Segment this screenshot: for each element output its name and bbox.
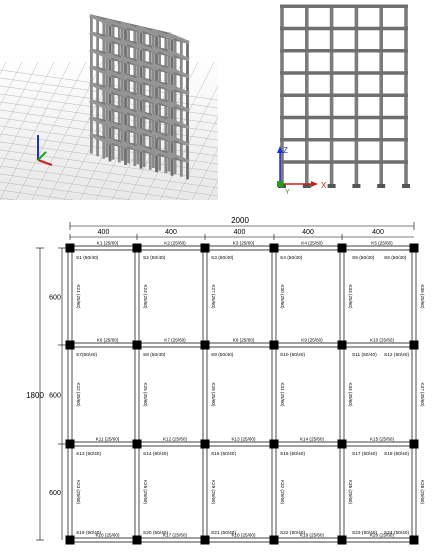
- beam-label-x: K15 (25/60): [369, 436, 395, 442]
- beam-label-x: K13 (25/60): [231, 436, 256, 442]
- axis-x-label: X: [321, 181, 327, 190]
- beam-label-y: K38 (25/60): [420, 479, 425, 505]
- total-width-dimension: 2000: [231, 216, 249, 225]
- slab-label: S21 (50/40): [211, 531, 237, 536]
- beam-label-x: K1 (25/60): [96, 240, 119, 246]
- slab-label: S17 (50/40): [352, 452, 378, 457]
- beam-label-x: K16 (25/60): [95, 532, 120, 538]
- beam-label-x: K4 (25/60): [301, 240, 323, 246]
- elevation-frame: [278, 5, 410, 189]
- slab-label: S22 (50/40): [280, 531, 306, 536]
- floor-plan: [0, 212, 437, 550]
- beam-label-y: K27 (25/60): [211, 284, 216, 309]
- column: [338, 341, 347, 350]
- column: [338, 440, 347, 449]
- beam-label-y: K33 (25/60): [348, 284, 353, 309]
- beam-label-y: K36 (25/60): [420, 284, 425, 309]
- slab-label: S16 (50/40): [280, 452, 306, 457]
- beam-label-x: K8 (25/60): [232, 337, 255, 343]
- beam-label-y: K29 (25/60): [211, 479, 216, 505]
- 3d-model-view: [0, 0, 218, 200]
- slab-label: S9 (50/40): [211, 353, 234, 358]
- column: [133, 536, 142, 545]
- slab-label: S20 (50/40): [143, 531, 169, 536]
- beam-label-x: K19 (25/60): [299, 532, 325, 538]
- column: [270, 341, 279, 350]
- beam-label-x: K3 (25/60): [232, 240, 255, 246]
- slab-label: S4 (50/40): [280, 256, 303, 261]
- column: [410, 341, 419, 350]
- plan-beams: [68, 246, 416, 542]
- total-height-dimension: 1800: [26, 391, 44, 400]
- slab-label: S1 (50/40): [76, 256, 99, 261]
- axis-z-label: Z: [283, 146, 288, 155]
- slab-label: S8 (50/40): [143, 353, 166, 358]
- beam-label-y: K31 (25/60): [280, 382, 285, 407]
- beam-label-y: K25 (25/60): [143, 382, 148, 407]
- elevation-view: [264, 0, 414, 200]
- bay-width-dimension: 400: [302, 229, 314, 236]
- slab-label: S6 (50/40): [384, 256, 407, 261]
- column: [133, 244, 142, 253]
- column: [338, 244, 347, 253]
- 3d-model-drawing: [0, 0, 218, 200]
- plan-labels: [76, 241, 425, 538]
- slab-label: S7(50/40): [76, 353, 98, 358]
- beam-label-x: K2 (25/60): [164, 240, 186, 246]
- beam-label-y: K24 (25/60): [143, 284, 148, 309]
- column: [270, 440, 279, 449]
- column: [201, 244, 210, 253]
- bay-width-dimension: 400: [372, 229, 384, 236]
- beam-label-y: K28 (25/60): [211, 382, 216, 407]
- slab-label: S18 (50/40): [384, 452, 410, 457]
- column: [201, 536, 210, 545]
- beam-label-y: K35 (25/60): [348, 479, 353, 505]
- column: [338, 536, 347, 545]
- dimension-lines: [36, 222, 414, 540]
- column: [133, 440, 142, 449]
- beam-label-x: K14 (25/60): [299, 436, 325, 442]
- slab-label: S24 (50/40): [384, 531, 410, 536]
- beam-label-x: K12 (25/60): [162, 436, 188, 442]
- beam-label-y: K34 (25/60): [348, 382, 353, 407]
- beam-label-x: K10 (25/60): [369, 337, 395, 343]
- bay-width-dimension: 400: [233, 229, 246, 236]
- beam-label-x: K17 (25/60): [162, 532, 188, 538]
- column: [133, 341, 142, 350]
- plan-columns: [66, 244, 419, 545]
- column: [410, 244, 419, 253]
- axis-y-label: Y: [285, 189, 290, 196]
- column: [410, 536, 419, 545]
- column: [201, 341, 210, 350]
- beam-label-x: K7 (25/60): [164, 337, 186, 343]
- beam-label-x: K18 (25/60): [231, 532, 256, 538]
- bay-height-dimension: 600: [49, 392, 61, 400]
- slab-label: S23 (50/40): [352, 531, 378, 536]
- column: [66, 244, 75, 253]
- beam-label-x: K5 (25/60): [371, 240, 393, 246]
- slab-label: S10 (50/40): [280, 353, 306, 358]
- slab-label: S14 (50/40): [143, 452, 169, 457]
- floor-plan-drawing: [0, 212, 437, 550]
- slab-label: S3 (50/40): [211, 256, 234, 261]
- slab-label: S19 (50/40): [76, 531, 102, 536]
- elevation-drawing: [264, 0, 414, 200]
- slab-label: S5 (50/40): [352, 256, 375, 261]
- slab-label: S11 (50/40): [352, 353, 377, 358]
- beam-label-x: K20 (25/60): [369, 532, 395, 538]
- beam-label-y: K30 (25/60): [280, 284, 285, 309]
- slab-label: S2 (50/40): [143, 256, 166, 261]
- beam-label-y: K32 (25/60): [280, 479, 285, 505]
- column: [201, 440, 210, 449]
- column: [270, 244, 279, 253]
- column: [410, 440, 419, 449]
- bay-height-dimension: 600: [49, 490, 61, 497]
- bay-width-dimension: 400: [97, 229, 110, 236]
- beam-label-y: K37 (25/60): [420, 382, 425, 407]
- beam-label-x: K6 (25/60): [96, 337, 119, 343]
- column: [66, 440, 75, 449]
- slab-label: S12 (50/40): [384, 353, 410, 358]
- column: [66, 341, 75, 350]
- slab-label: S13 (50/40): [76, 452, 102, 457]
- bay-width-dimension: 400: [165, 229, 177, 236]
- slab-label: S15 (50/40): [211, 452, 237, 457]
- beam-label-y: K26 (25/60): [143, 479, 148, 505]
- beam-label-y: K22 (25/60): [76, 382, 81, 407]
- elevation-axis-triad: [277, 146, 327, 196]
- column: [270, 536, 279, 545]
- column: [66, 536, 75, 545]
- beam-label-y: K23 (25/60): [76, 479, 81, 505]
- beam-label-x: K9 (25/60): [301, 337, 323, 343]
- beam-label-y: K21 (25/60): [76, 284, 81, 309]
- bay-height-dimension: 600: [49, 294, 61, 302]
- beam-label-x: K11 (25/60): [95, 436, 120, 442]
